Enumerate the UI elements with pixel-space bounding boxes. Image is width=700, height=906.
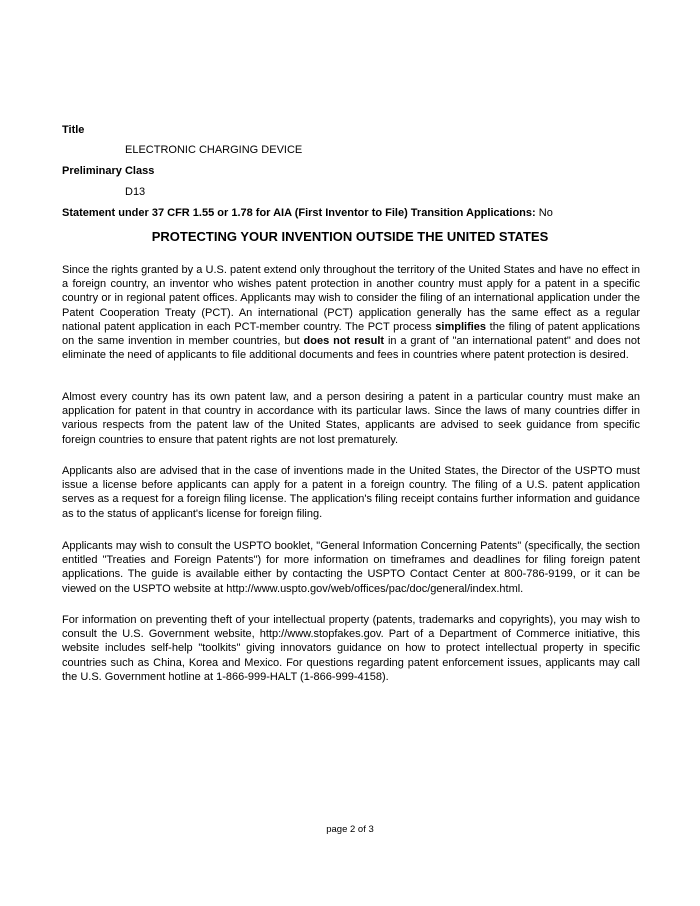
page-number: page 2 of 3 [326, 824, 374, 835]
paragraph-pct-bold-does-not-result: does not result [303, 335, 385, 348]
title-label: Title [62, 124, 85, 136]
preliminary-class-value: D13 [125, 186, 146, 198]
paragraph-pct-text-2: the filing of patent applications on the same invention in member countries, but [62, 320, 641, 348]
paragraph-pct-text-3: in a grant of "an international patent" and does not eliminate the need of applicants to file additional documents and fees in countries where patent protection is desired. [62, 335, 641, 362]
paragraph-pct [62, 263, 640, 362]
paragraph-pct-bold-simplifies: simplifies [435, 320, 487, 333]
preliminary-class-label: Preliminary Class [62, 165, 155, 177]
paragraph-uspto-booklet: Applicants may wish to consult the USPTO booklet, "General Information Concerning Patents" (specifically, the section entitled "Treaties and Foreign Patents") for more information on timeframes and deadlines for filing foreign patent applications. The guide is available either by contacting the USPTO Contact Center at 800-786-9199, or it can be viewed on the USPTO website at http://www.uspto.gov/web/offices/pac/doc/general/index.html. [62, 540, 640, 595]
paragraph-foreign-license: Applicants also are advised that in the case of inventions made in the United States, the Director of the USPTO must issue a license before applicants can apply for a patent in a foreign country. The filing of a U.S. patent application serves as a request for a foreign filing license. The application's filing receipt contains further information and guidance as to the status of applicant's license for foreign filing. [62, 465, 640, 520]
paragraph-country-laws: Almost every country has its own patent law, and a person desiring a patent in a particular country must make an application for patent in that country in accordance with its particular laws. Since the laws of many countries differ in various respects from the patent law of the United States, applicants are advised to seek guidance from specific foreign countries to ensure that patent rights are not lost prematurely. [62, 391, 640, 446]
statement-line [62, 206, 553, 220]
statement-label: Statement under 37 CFR 1.55 or 1.78 for AIA (First Inventor to File) Transition Applications: [62, 207, 536, 219]
paragraph-stopfakes: For information on preventing theft of your intellectual property (patents, trademarks and copyrights), you may wish to consult the U.S. Government website, http://www.stopfakes.gov. Part of a Department of Commerce initiative, this website includes self-help "toolkits" giving innovators guidance on how to protect intellectual property in specific countries such as China, Korea and Mexico. For questions regarding patent enforcement issues, applicants may call the U.S. Government hotline at 1-866-999-HALT (1-866-999-4158). [62, 614, 640, 683]
paragraph-pct-text-1: Since the rights granted by a U.S. patent extend only throughout the territory of the United States and have no effect in a foreign country, an inventor who wishes patent protection in another country must apply for a patent in a specific country or in regional patent offices. Applicants may wish to consider the filing of an international application under the Patent Cooperation Treaty (PCT). An international (PCT) application generally has the same effect as a regular national patent application in each PCT-member country. The PCT process [62, 264, 640, 333]
title-value: ELECTRONIC CHARGING DEVICE [125, 144, 303, 156]
section-heading: PROTECTING YOUR INVENTION OUTSIDE THE UNITED STATES [151, 229, 549, 244]
statement-value: No [538, 207, 553, 219]
